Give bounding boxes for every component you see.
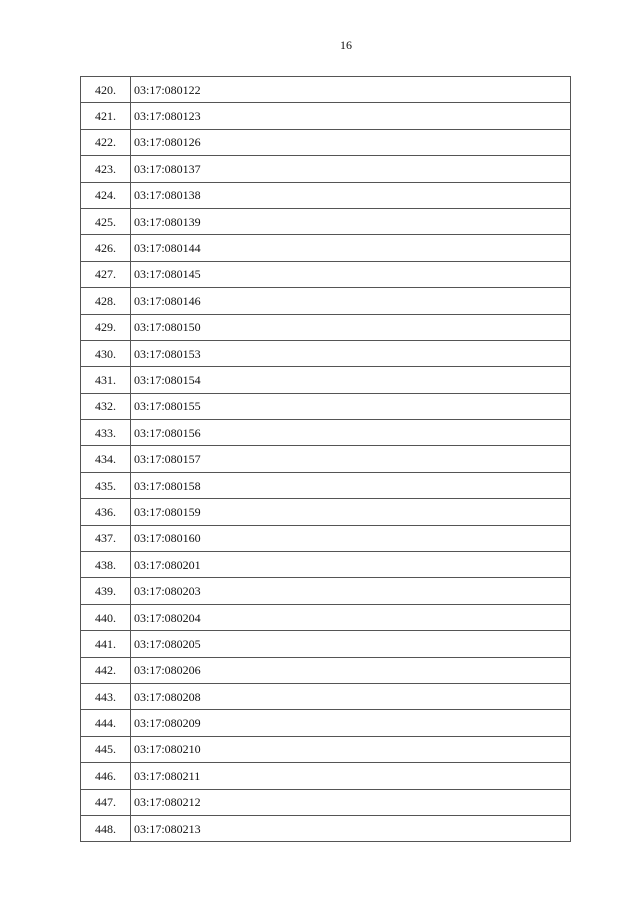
records-table-body: [81, 77, 571, 842]
cadastral-code-cell: 03:17:080153: [131, 340, 571, 366]
records-table: [80, 76, 571, 842]
row-number-cell: 425.: [81, 208, 131, 234]
table-row: [81, 472, 571, 498]
table-row: [81, 340, 571, 366]
cadastral-code-cell: 03:17:080208: [131, 683, 571, 709]
row-number-cell: 447.: [81, 789, 131, 815]
row-number-cell: 421.: [81, 103, 131, 129]
row-number-cell: 431.: [81, 367, 131, 393]
table-row: [81, 420, 571, 446]
row-number-cell: 423.: [81, 156, 131, 182]
cadastral-code-cell: 03:17:080201: [131, 552, 571, 578]
cadastral-code-cell: 03:17:080204: [131, 604, 571, 630]
cadastral-code-cell: 03:17:080144: [131, 235, 571, 261]
row-number-cell: 427.: [81, 261, 131, 287]
cadastral-code-cell: 03:17:080205: [131, 631, 571, 657]
table-row: [81, 763, 571, 789]
row-number-cell: 445.: [81, 736, 131, 762]
cadastral-code-cell: 03:17:080206: [131, 657, 571, 683]
table-row: [81, 815, 571, 841]
cadastral-code-cell: 03:17:080211: [131, 763, 571, 789]
row-number-cell: 420.: [81, 77, 131, 103]
table-row: [81, 129, 571, 155]
row-number-cell: 435.: [81, 472, 131, 498]
table-row: [81, 499, 571, 525]
row-number-cell: 448.: [81, 815, 131, 841]
row-number-cell: 443.: [81, 683, 131, 709]
cadastral-code-cell: 03:17:080138: [131, 182, 571, 208]
row-number-cell: 426.: [81, 235, 131, 261]
table-row: [81, 208, 571, 234]
cadastral-code-cell: 03:17:080213: [131, 815, 571, 841]
row-number-cell: 440.: [81, 604, 131, 630]
row-number-cell: 441.: [81, 631, 131, 657]
cadastral-code-cell: 03:17:080160: [131, 525, 571, 551]
cadastral-code-cell: 03:17:080123: [131, 103, 571, 129]
table-row: [81, 683, 571, 709]
table-row: [81, 446, 571, 472]
table-row: [81, 103, 571, 129]
cadastral-code-cell: 03:17:080154: [131, 367, 571, 393]
table-row: [81, 314, 571, 340]
cadastral-code-cell: 03:17:080145: [131, 261, 571, 287]
cadastral-code-cell: 03:17:080212: [131, 789, 571, 815]
table-row: [81, 393, 571, 419]
cadastral-code-cell: 03:17:080146: [131, 288, 571, 314]
cadastral-code-cell: 03:17:080122: [131, 77, 571, 103]
cadastral-code-cell: 03:17:080139: [131, 208, 571, 234]
row-number-cell: 446.: [81, 763, 131, 789]
row-number-cell: 444.: [81, 710, 131, 736]
table-row: [81, 736, 571, 762]
row-number-cell: 422.: [81, 129, 131, 155]
cadastral-code-cell: 03:17:080209: [131, 710, 571, 736]
table-row: [81, 604, 571, 630]
table-row: [81, 631, 571, 657]
table-row: [81, 261, 571, 287]
row-number-cell: 429.: [81, 314, 131, 340]
row-number-cell: 437.: [81, 525, 131, 551]
row-number-cell: 433.: [81, 420, 131, 446]
cadastral-code-cell: 03:17:080159: [131, 499, 571, 525]
row-number-cell: 436.: [81, 499, 131, 525]
table-row: [81, 657, 571, 683]
table-row: [81, 288, 571, 314]
cadastral-code-cell: 03:17:080126: [131, 129, 571, 155]
row-number-cell: 438.: [81, 552, 131, 578]
table-row: [81, 710, 571, 736]
row-number-cell: 424.: [81, 182, 131, 208]
table-row: [81, 578, 571, 604]
cadastral-code-cell: 03:17:080156: [131, 420, 571, 446]
row-number-cell: 442.: [81, 657, 131, 683]
table-row: [81, 156, 571, 182]
cadastral-code-cell: 03:17:080203: [131, 578, 571, 604]
row-number-cell: 428.: [81, 288, 131, 314]
table-row: [81, 525, 571, 551]
cadastral-code-cell: 03:17:080157: [131, 446, 571, 472]
cadastral-code-cell: 03:17:080137: [131, 156, 571, 182]
table-row: [81, 367, 571, 393]
table-row: [81, 552, 571, 578]
table-row: [81, 182, 571, 208]
row-number-cell: 439.: [81, 578, 131, 604]
row-number-cell: 434.: [81, 446, 131, 472]
table-row: [81, 77, 571, 103]
cadastral-code-cell: 03:17:080210: [131, 736, 571, 762]
table-row: [81, 235, 571, 261]
row-number-cell: 432.: [81, 393, 131, 419]
row-number-cell: 430.: [81, 340, 131, 366]
cadastral-code-cell: 03:17:080158: [131, 472, 571, 498]
page-number: 16: [340, 38, 352, 52]
cadastral-code-cell: 03:17:080155: [131, 393, 571, 419]
table-row: [81, 789, 571, 815]
cadastral-code-cell: 03:17:080150: [131, 314, 571, 340]
